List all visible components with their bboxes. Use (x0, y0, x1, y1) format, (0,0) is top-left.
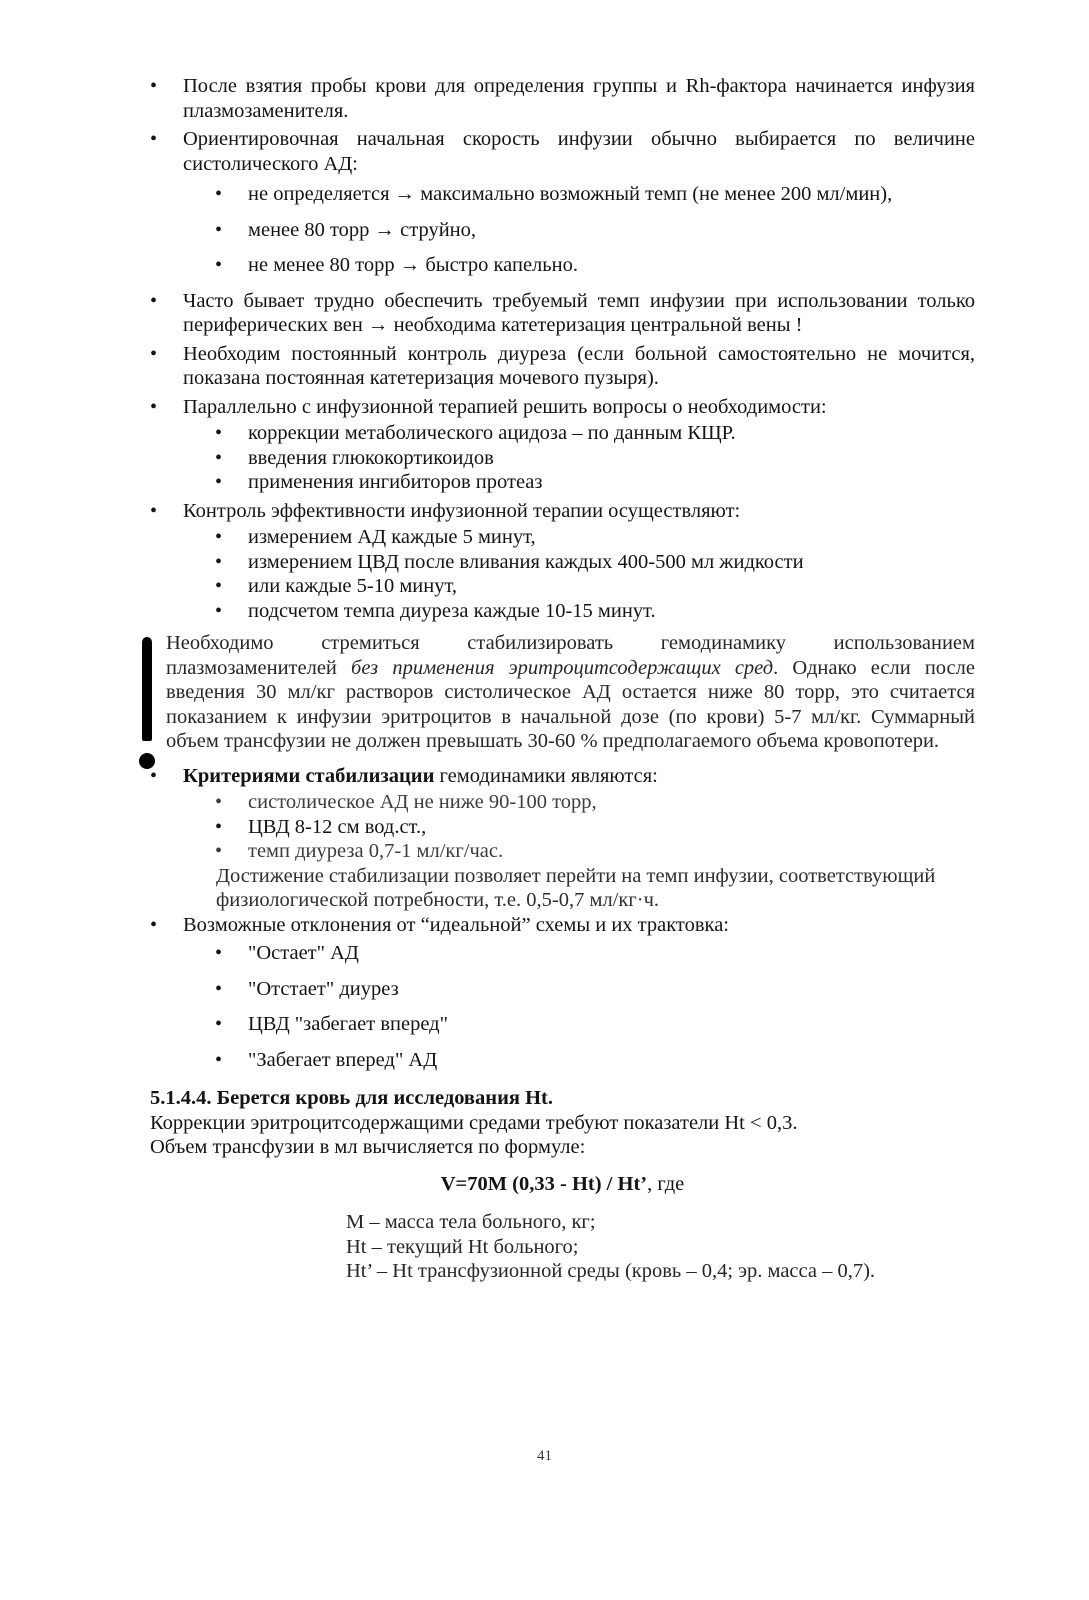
bullet-text: Параллельно с инфузионной терапией решить вопросы о необходимости: (183, 395, 827, 418)
bullet-list-top (150, 74, 975, 623)
sub-item: • или каждые 5-10 минут, (150, 574, 975, 599)
bullet-item (150, 395, 975, 495)
bullet-item: • Часто бывает трудно обеспечить требуемый темп инфузии при использовании только периферических вен → необходима катетеризация центральной вены ! (150, 289, 975, 338)
legend-line: Ht – текущий Ht больного; (346, 1235, 579, 1258)
sub-item: • подсчетом темпа диуреза каждые 10-15 минут. (150, 599, 975, 624)
sub-item: • ЦВД 8-12 см вод.ст., (150, 815, 975, 840)
sub-item: • темп диуреза 0,7-1 мл/кг/час. (150, 839, 975, 864)
warning-block (150, 631, 975, 754)
bullet-list-bottom (150, 764, 975, 1073)
sub-item: • систолическое АД не ниже 90-100 торр, (150, 790, 975, 815)
bullet-text: гемодинамики являются: (434, 764, 658, 787)
sub-list (150, 421, 975, 495)
bullet-text: Ориентировочная начальная скорость инфузии обычно выбирается по величине систолического АД: (183, 128, 975, 175)
formula-expression: V=70M (0,33 - Ht) / Ht’ (440, 1172, 648, 1195)
sub-item: • не определяется → максимально возможный темп (не менее 200 мл/мин), (150, 182, 975, 207)
bullet-item: • Необходим постоянный контроль диуреза (если больной самостоятельно не мочится, показана постоянная катетеризация мочевого пузыря). (150, 342, 975, 391)
sub-item: • "Остает" АД (150, 941, 975, 966)
sub-list (150, 941, 975, 1072)
warning-italic: без применения эритроцитсодержащих сред (351, 656, 774, 679)
bullet-item (150, 913, 975, 1073)
formula (150, 1172, 975, 1197)
formula-legend (150, 1210, 975, 1284)
formula-suffix: , где (647, 1172, 685, 1195)
sub-item: • измерением ЦВД после вливания каждых 400-500 мл жидкости (150, 550, 975, 575)
sub-item: • коррекции метаболического ацидоза – по данным КЩР. (150, 421, 975, 446)
paragraph: Коррекции эритроцитсодержащими средами требуют показатели Ht < 0,3. (150, 1111, 798, 1134)
sub-list (150, 182, 975, 278)
exclamation-icon (136, 637, 158, 783)
bullet-item: • После взятия пробы крови для определения группы и Rh-фактора начинается инфузия плазмозаменителя. (150, 74, 975, 123)
bullet-item (150, 764, 975, 913)
sub-item: • менее 80 торр → струйно, (150, 218, 975, 243)
bold-term: Критериями стабилизации (183, 764, 435, 787)
warning-text: Необходимо стремиться стабилизировать гемодинамику использованием плазмозаменителей (166, 632, 975, 679)
sub-list (150, 525, 975, 623)
sub-item: • не менее 80 торр → быстро капельно. (150, 253, 975, 278)
section-heading: 5.1.4.4. Берется кровь для исследования Ht. (150, 1087, 553, 1109)
sub-item: • "Отстает" диурез (150, 977, 975, 1002)
paragraph: Объем трансфузии в мл вычисляется по формуле: (150, 1136, 586, 1158)
sub-list (150, 790, 975, 864)
sub-item: • применения ингибиторов протеаз (150, 470, 975, 495)
page-number: 41 (537, 1448, 552, 1464)
warning-text-end: . Однако если после введения 30 мл/кг растворов систолическое АД остается ниже 80 торр, это считается показанием к инфузии эритроцитов в начальной дозе (по крови) 5-7 мл/кг. Суммарный объем трансфузии не должен превышать 30-60 % предполагаемого объема кровопотери. (166, 656, 975, 752)
bullet-item (150, 499, 975, 624)
sub-item: • "Забегает вперед" АД (150, 1048, 975, 1073)
legend-line: Ht’ – Ht трансфузионной среды (кровь – 0,4; эр. масса – 0,7). (346, 1260, 876, 1282)
stabilization-note: Достижение стабилизации позволяет перейти на темп инфузии, соответствующий физиологической потребности, т.е. 0,5-0,7 мл/кг·ч. (216, 864, 936, 911)
bullet-text: Контроль эффективности инфузионной терапии осуществляют: (183, 499, 741, 522)
sub-item: • измерением АД каждые 5 минут, (150, 525, 975, 550)
sub-item: • введения глюкокортикоидов (150, 446, 975, 471)
bullet-text: Возможные отклонения от “идеальной” схемы и их трактовка: (183, 913, 729, 936)
legend-line: М – масса тела больного, кг; (346, 1211, 596, 1233)
sub-item: • ЦВД "забегает вперед" (150, 1012, 975, 1037)
bullet-item (150, 127, 975, 278)
page-body (150, 74, 975, 1284)
